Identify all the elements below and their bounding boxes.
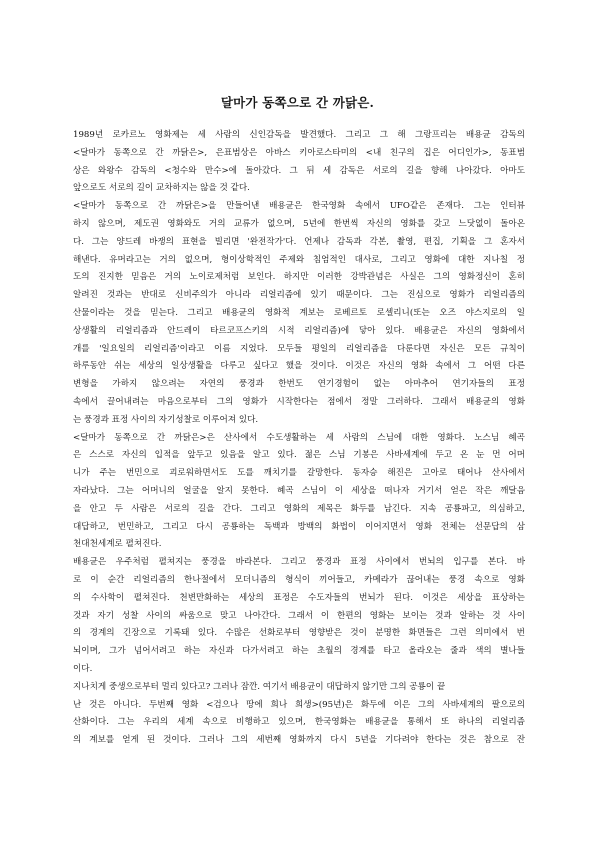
text-line: 속에서 끌어내려는 마음으로부터 그의 영화가 시작한다는 점에서 정말 그러하다. 그래서 배용균의 영화 bbox=[73, 396, 525, 407]
text-line: 개를 '일요일의 리얼리즘'이라고 이름 지었다. 모두들 평일의 리얼리즘을 다룬다면 자신은 모든 규칙이 bbox=[73, 343, 525, 354]
text-line: 의 계보를 얻게 된 것이다. 그러나 그의 세번째 영화까지 다시 5년을 기다려야 한다는 것은 참으로 잔 bbox=[73, 735, 525, 746]
text-line: 것과 자기 성찰 사이의 싸움으로 맞고 나아간다. 그래서 이 한편의 영화는 보이는 것과 알하는 것 사이 bbox=[73, 610, 525, 621]
text-line: 은 스스로 자신의 입적을 앞두고 있음을 알고 있다. 젊은 스님 기봉은 사바세계에 두고 온 눈 먼 어머 bbox=[73, 450, 525, 461]
text-line: 천대천세계로 펼쳐진다. bbox=[73, 539, 162, 550]
text-line: <달마가 동쪽으로 간 까닭은>을 만들어낸 배용균은 한국영화 속에서 UFO같은 존재다. 그는 인터뷰 bbox=[73, 201, 525, 212]
text-line: 지나치게 중생으로부터 멀리 있다고? 그러나 잠깐. 여기서 배용균이 대답하지 않기만 그의 공룡이 끝 bbox=[73, 681, 446, 692]
text-line: 배용균은 우주처럼 펼쳐지는 풍경을 바라본다. 그리고 풍경과 표정 사이에서 번뇌의 입구를 본다. 바 bbox=[73, 557, 525, 568]
text-line: 상은 와왕수 감독의 <청수와 만수>에 돌아갔다. 그 뒤 세 감독은 서로의 길을 향해 나아갔다. 아마도 bbox=[73, 165, 525, 176]
text-line: 니가 주는 번민으로 괴로워하면서도 도를 깨치기를 갈망한다. 동자승 해진은 고아로 태어나 산사에서 bbox=[73, 468, 525, 479]
text-line: 의 수사학이 펼쳐진다. 천변만화하는 세상의 표정은 수도자들의 번뇌가 된다. 이것은 세상을 표상하는 bbox=[73, 592, 525, 603]
document-title: 달마가 동쪽으로 간 까닭은. bbox=[220, 95, 375, 110]
text-line: 변형을 가하지 않으려는 자연의 풍경과 한번도 연기경험이 없는 아마추어 연기자들의 표정 bbox=[73, 379, 525, 390]
text-line: 는 풍경과 표정 사이의 자기성찰로 이루어져 있다. bbox=[73, 414, 259, 425]
text-line: 도의 진지한 믿음은 거의 노이로제처럼 보인다. 하지만 이러한 강박관념은 사실은 그의 영화정신이 혼히 bbox=[73, 272, 525, 283]
text-line: <달마가 동쪽으로 간 까닭은>, 은표범상은 아바스 키아로스타미의 <내 친구의 집은 어디인가>, 동표범 bbox=[73, 147, 525, 158]
text-line: 상생활의 리얼리즘과 안드레이 타르코프스키의 시적 리얼리즘)에 닿아 있다. 배용균은 자신의 영화에서 bbox=[73, 325, 525, 336]
text-line: 다. 그는 양드레 바쟁의 표현을 빌리면 '완전작가'다. 언제나 감독과 각본, 촬영, 편집, 기획을 그 혼자서 bbox=[73, 236, 525, 247]
article-body bbox=[73, 127, 525, 750]
text-line: 자라났다. 그는 어머니의 얼굴을 알지 못한다. 혜곡 스님이 이 세상을 떠나자 거기서 얻은 작은 깨달음 bbox=[73, 485, 525, 496]
text-line: 앞으로도 서로의 길이 교차하지는 않을 것 같다. bbox=[73, 183, 250, 194]
text-line: 이다. bbox=[73, 663, 93, 674]
text-line: 해낸다. 유머라고는 거의 없으며, 형이상학적인 주제와 침엄적인 대사로, 그리고 영화에 대한 지나칠 정 bbox=[73, 254, 525, 265]
text-line: 뇌이며, 그가 넘어서려고 하는 자신과 다가서려고 하는 초월의 경계를 타고 올라오는 줄과 색의 별나들 bbox=[73, 646, 525, 657]
text-line: 알려진 것과는 반대로 신비주의가 아니라 리얼리즘에 있기 때문이다. 그는 진심으로 영화가 리얼리즘의 bbox=[73, 290, 525, 301]
text-line: 을 안고 두 사람은 서로의 길을 간다. 그리고 영화의 제목은 화두를 남긴다. 지속 공룡파고, 의심하고, bbox=[73, 503, 525, 514]
text-line: <달마가 동쪽으로 간 까닭은>은 산사에서 수도생활하는 세 사람의 스님에 대한 영화다. 노스님 혜곡 bbox=[73, 432, 525, 443]
text-line: 로 이 순간 리얼리즘의 한나절에서 모더니즘의 형식이 끼어들고, 카메라가 끊어내는 풍경 속으로 영화 bbox=[73, 574, 525, 585]
text-line: 의 경계의 긴장으로 기록돼 있다. 수많은 선화로부터 영향받은 것이 분명한 화면들은 그런 의미에서 번 bbox=[73, 628, 525, 639]
text-line: 하지 않으며, 제도권 영화와도 거의 교류가 없으며, 5년에 한번씩 자신의 영화를 갖고 느닷없이 돌아온 bbox=[73, 218, 525, 229]
text-line: 1989년 로카르노 영화제는 세 사람의 신인감독을 발견했다. 그리고 그 해 그랑프리는 배용균 감독의 bbox=[73, 130, 525, 140]
text-line: 산화이다. 그는 우리의 세계 속으로 비행하고 있으며, 한국영화는 배용균을 통해서 또 하나의 리얼리즘 bbox=[73, 717, 525, 728]
text-line: 대답하고, 번민하고, 그리고 다시 공룡하는 독백과 방백의 화법이 이어지면서 영화 전체는 선문답의 삼 bbox=[73, 521, 525, 532]
text-line: 난 것은 아니다. 두번째 영화 <검으나 땅에 희나 희생>(95년)은 화두에 이은 그의 사바세계의 팔으로의 bbox=[73, 699, 525, 710]
text-line: 하루동안 쉬는 세상의 일상생활을 다루고 싶다고 했을 것이다. 이것은 자신의 영화 속에서 그 어떤 다른 bbox=[73, 361, 525, 372]
text-line: 산물이라는 것을 믿는다. 그리고 배용균의 영화적 계보는 로베르토 로셀리니(또는 오즈 야스지로의 일 bbox=[73, 307, 525, 318]
